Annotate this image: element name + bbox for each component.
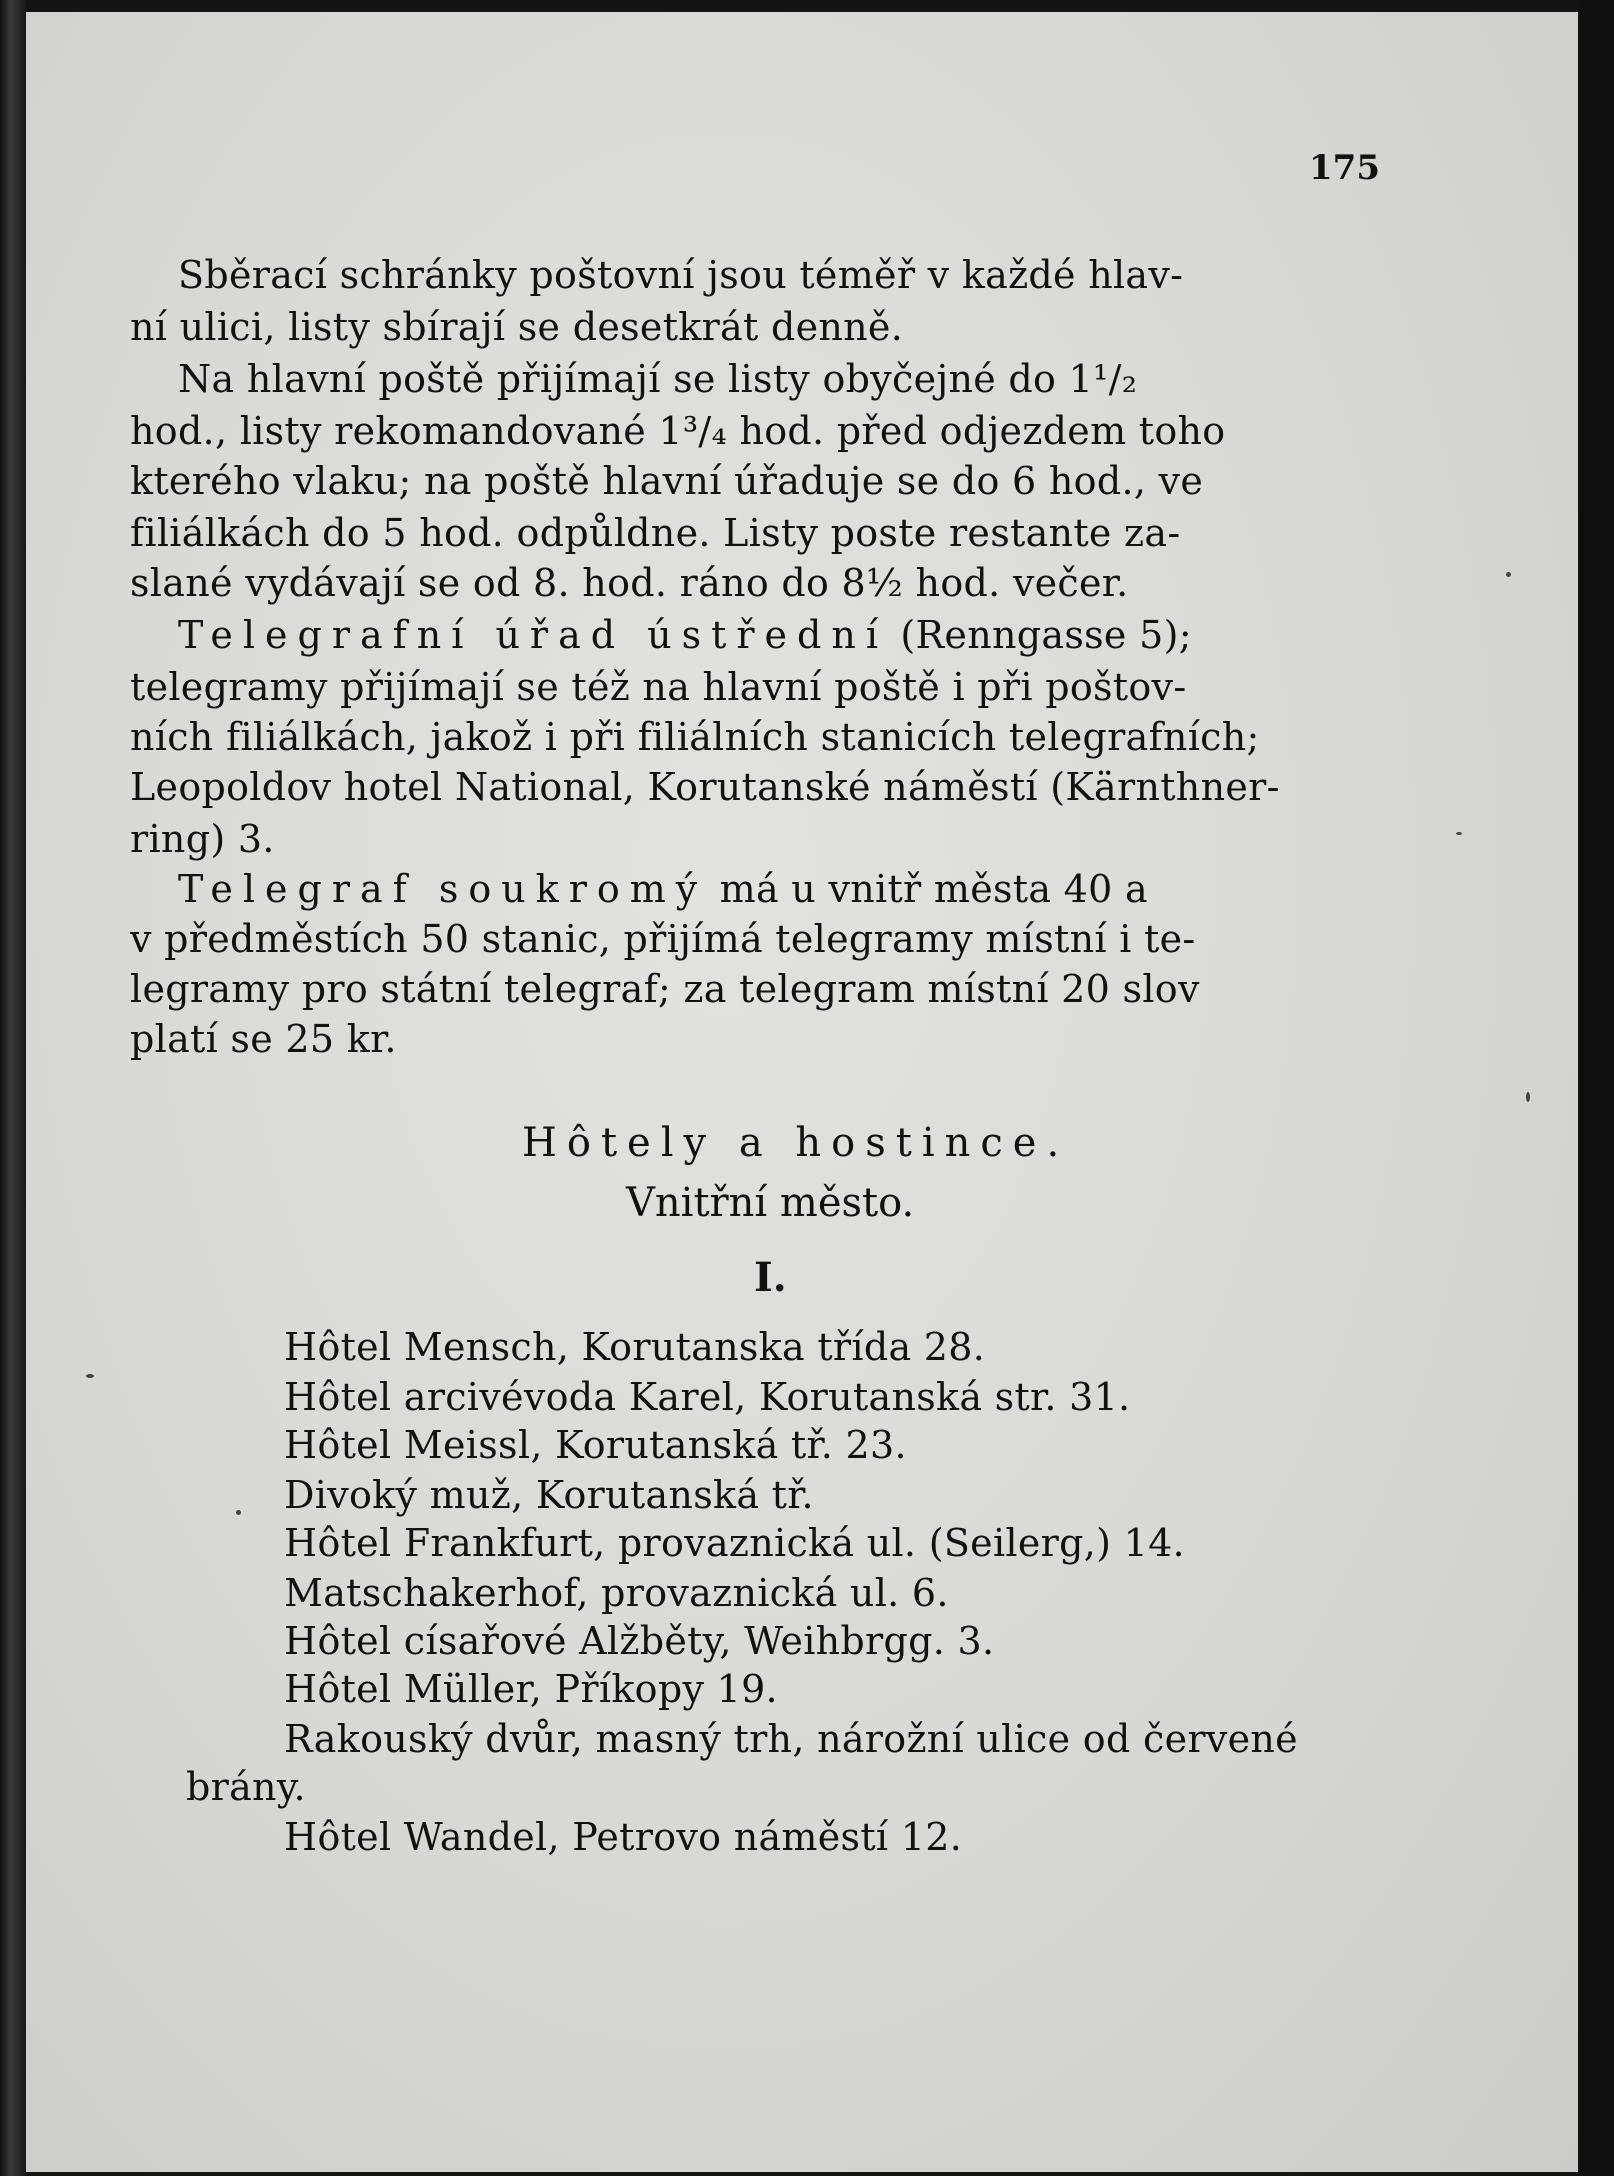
paragraph-3-line-4: Leopoldov hotel National, Korutanské náměstí (Kärnthner-	[130, 765, 1280, 809]
scan-speck	[1506, 572, 1511, 577]
district-number: I.	[754, 1254, 787, 1301]
paragraph-4-line-1	[178, 866, 1148, 912]
paragraph-2-line-3: kterého vlaku; na poště hlavní úřaduje se do 6 hod., ve	[130, 459, 1204, 503]
page-number: 175	[1309, 148, 1380, 188]
hotel-list-item: Hôtel Wandel, Petrovo náměstí 12.	[284, 1815, 963, 1859]
hotel-list-item: Hôtel Frankfurt, provaznická ul. (Seilerg,) 14.	[284, 1521, 1185, 1565]
telegraph-office-lead: Telegrafní úřad ústřední	[178, 613, 888, 657]
paragraph-3-line-5: ring) 3.	[130, 817, 275, 861]
hotel-list-item: Hôtel císařové Alžběty, Weihbrgg. 3.	[284, 1619, 995, 1663]
section-title: Hôtely a hostince.	[522, 1120, 1070, 1166]
hotel-list-item: Rakouský dvůr, masný trh, nárožní ulice od červené	[284, 1717, 1298, 1761]
paragraph-4-line-3: legramy pro státní telegraf; za telegram místní 20 slov	[130, 967, 1200, 1011]
paragraph-3-line-1-rest: (Renngasse 5);	[888, 613, 1192, 657]
hotel-list-item: Hôtel Meissl, Korutanská tř. 23.	[284, 1423, 907, 1467]
subsection-title: Vnitřní město.	[626, 1180, 915, 1226]
paragraph-3-line-1	[178, 612, 1192, 658]
scan-speck	[236, 1510, 241, 1515]
scan-left-edge	[0, 0, 26, 2176]
paragraph-4-line-4: platí se 25 kr.	[130, 1017, 397, 1061]
private-telegraph-lead: Telegraf soukromý	[178, 867, 708, 911]
paragraph-4-line-1-rest: má u vnitř města 40 a	[707, 867, 1148, 911]
hotel-list-item: Matschakerhof, provaznická ul. 6.	[284, 1571, 949, 1615]
paragraph-3-line-2: telegramy přijímají se též na hlavní poště i při poštov-	[130, 665, 1187, 709]
paragraph-2-line-4: filiálkách do 5 hod. odpůldne. Listy poste restante za-	[130, 511, 1181, 555]
paragraph-2-line-2: hod., listy rekomandované 1³/₄ hod. před odjezdem toho	[130, 409, 1226, 453]
scan-speck	[86, 1374, 94, 1378]
paragraph-2-line-1: Na hlavní poště přijímají se listy obyčejné do 1¹/₂	[178, 357, 1138, 401]
scan-right-edge	[1580, 0, 1614, 2176]
hotel-list-item: Hôtel arcivévoda Karel, Korutanská str. 31.	[284, 1375, 1131, 1419]
scan-speck	[1526, 1092, 1530, 1102]
paragraph-4-line-2: v předměstích 50 stanic, přijímá telegramy místní i te-	[130, 917, 1196, 961]
scan-speck	[1456, 832, 1462, 835]
paragraph-1-line-2: ní ulici, listy sbírají se desetkrát denně.	[130, 305, 904, 349]
hotel-list-item: Divoký muž, Korutanská tř.	[284, 1473, 814, 1517]
hotel-list-item-continuation: brány.	[186, 1765, 306, 1809]
hotel-list-item: Hôtel Mensch, Korutanska třída 28.	[284, 1325, 986, 1369]
paragraph-2-line-5: slané vydávají se od 8. hod. ráno do 8½ hod. večer.	[130, 561, 1129, 605]
book-page	[26, 12, 1578, 2172]
paragraph-3-line-3: ních filiálkách, jakož i při filiálních stanicích telegrafních;	[130, 715, 1260, 759]
paragraph-1-line-1: Sběrací schránky poštovní jsou téměř v každé hlav-	[178, 253, 1184, 297]
hotel-list-item: Hôtel Müller, Příkopy 19.	[284, 1667, 778, 1711]
